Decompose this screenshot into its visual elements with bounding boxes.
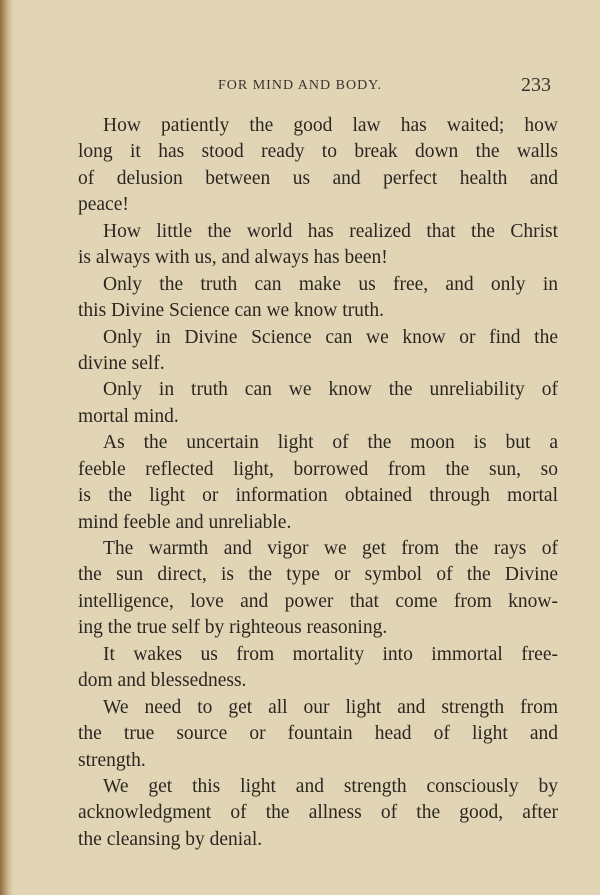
page-header (0, 72, 600, 102)
text-line: long it has stood ready to break down the walls (78, 141, 558, 163)
page-body (78, 113, 558, 853)
paragraph (78, 219, 558, 272)
text-line: How little the world has realized that the Christ (103, 220, 558, 242)
text-line: is always with us, and always has been! (78, 247, 388, 269)
book-binding-edge (0, 0, 14, 895)
paragraph (78, 695, 558, 774)
text-line: It wakes us from mortality into immortal free- (103, 643, 558, 665)
text-line: mind feeble and unreliable. (78, 511, 292, 533)
text-line: the sun direct, is the type or symbol of the Divine (78, 564, 558, 586)
text-line: We need to get all our light and strength from (103, 696, 558, 718)
text-line: the true source or fountain head of light and (78, 723, 558, 745)
text-line: this Divine Science can we know truth. (78, 300, 384, 322)
text-line: intelligence, love and power that come from know- (78, 590, 558, 612)
text-line: mortal mind. (78, 405, 179, 427)
text-line: We get this light and strength consciously by (103, 775, 558, 797)
text-line: acknowledgment of the allness of the good, after (78, 802, 558, 824)
text-line: Only the truth can make us free, and only in (103, 273, 558, 295)
text-line: The warmth and vigor we get from the rays of (103, 538, 558, 559)
paragraph (78, 774, 558, 853)
text-line: feeble reflected light, borrowed from the sun, so (78, 458, 558, 480)
text-line: strength. (78, 749, 146, 771)
text-line: How patiently the good law has waited; how (103, 115, 558, 136)
text-line: dom and blessedness. (78, 670, 247, 692)
text-line: is the light or information obtained through mortal (78, 485, 558, 507)
page-number: 233 (521, 74, 551, 96)
running-title: FOR MIND AND BODY. (218, 78, 382, 93)
paragraph (78, 377, 558, 430)
paragraph (78, 536, 558, 642)
paragraph (78, 430, 558, 536)
paragraph (78, 113, 558, 219)
text-line: of delusion between us and perfect health and (78, 167, 558, 189)
paragraph (78, 642, 558, 695)
text-line: Only in truth can we know the unreliability of (103, 379, 558, 401)
text-line: the cleansing by denial. (78, 828, 263, 850)
text-line: Only in Divine Science can we know or find the (103, 326, 558, 348)
text-line: As the uncertain light of the moon is but a (103, 432, 558, 454)
paragraph (78, 272, 558, 325)
text-line: peace! (78, 194, 129, 216)
paragraph (78, 325, 558, 378)
text-line: ing the true self by righteous reasoning. (78, 617, 388, 639)
text-line: divine self. (78, 352, 165, 374)
